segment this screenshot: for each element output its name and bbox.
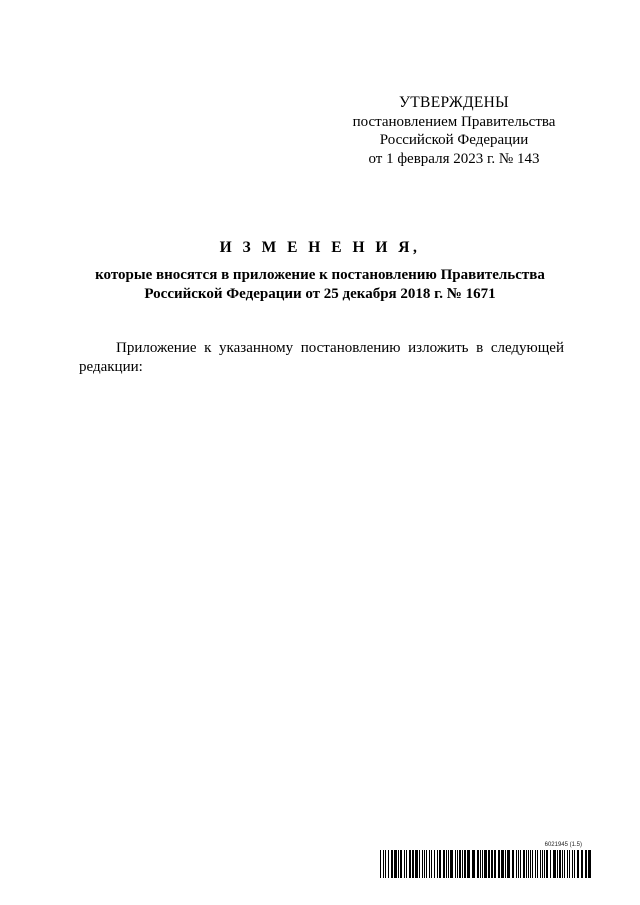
approval-line-2: Российской Федерации bbox=[379, 132, 529, 148]
document-subtitle bbox=[70, 266, 570, 304]
approval-block bbox=[320, 94, 588, 168]
barcode bbox=[380, 840, 592, 878]
body-paragraph-text: Приложение к указанному постановлению изложить в следующей редакции: bbox=[79, 340, 564, 375]
approval-line-1: постановлением Правительства bbox=[352, 113, 556, 130]
subtitle-line-2: Российской Федерации от 25 декабря 2018 г. № 1671 bbox=[144, 286, 496, 302]
document-title: И З М Е Н Е Н И Я, bbox=[219, 239, 421, 256]
approval-line-3: от 1 февраля 2023 г. № 143 bbox=[368, 150, 540, 167]
body-paragraph bbox=[79, 339, 564, 377]
barcode-label: 6021945 (1.5) bbox=[544, 842, 582, 848]
approval-heading: УТВЕРЖДЕНЫ bbox=[399, 94, 509, 111]
subtitle-line-1: которые вносятся в приложение к постановлению Правительства bbox=[95, 267, 545, 283]
barcode-image bbox=[380, 850, 592, 878]
